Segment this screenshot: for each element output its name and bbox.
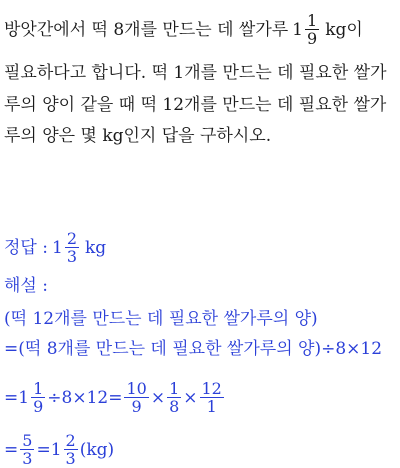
explanation-line-3: = 1 $\frac{1}{9}$ ÷8×12= $\frac{10}{9}$ × $\frac{1}{8}$ × $\frac{12}{1}$	[4, 379, 222, 416]
answer-line	[4, 230, 106, 265]
question-line-4: 루의 양은 몇 kg인지 답을 구하시오.	[4, 126, 272, 146]
explanation-line-4: = $\frac{5}{3}$ = 1 $\frac{2}{3}$ (kg)	[4, 431, 115, 468]
question-text: 방앗간에서 떡 8개를 만드는 데 쌀가루	[4, 19, 289, 40]
question-mixed-number: 1 $\frac{1}{9}$	[292, 11, 318, 48]
explanation-line-2: =(떡 8개를 만드는 데 필요한 쌀가루의 양)÷8×12	[4, 339, 383, 359]
question-line-2: 필요하다고 합니다. 떡 1개를 만드는 데 필요한 쌀가	[4, 63, 387, 83]
answer-label: 정답 :	[4, 237, 48, 258]
explanation-label: 해설 :	[4, 276, 48, 296]
question-line-3: 루의 양이 같을 때 떡 12개를 만드는 데 필요한 쌀가	[4, 95, 387, 115]
question-line-1	[4, 12, 363, 47]
answer-mixed-number: 1 $\frac{2}{3}$	[51, 229, 77, 266]
question-unit: kg이	[325, 19, 363, 40]
explanation-line-1: (떡 12개를 만드는 데 필요한 쌀가루의 양)	[4, 309, 318, 329]
question-fraction: $\frac{1}{9}$	[307, 11, 318, 48]
answer-unit: kg	[85, 237, 107, 258]
